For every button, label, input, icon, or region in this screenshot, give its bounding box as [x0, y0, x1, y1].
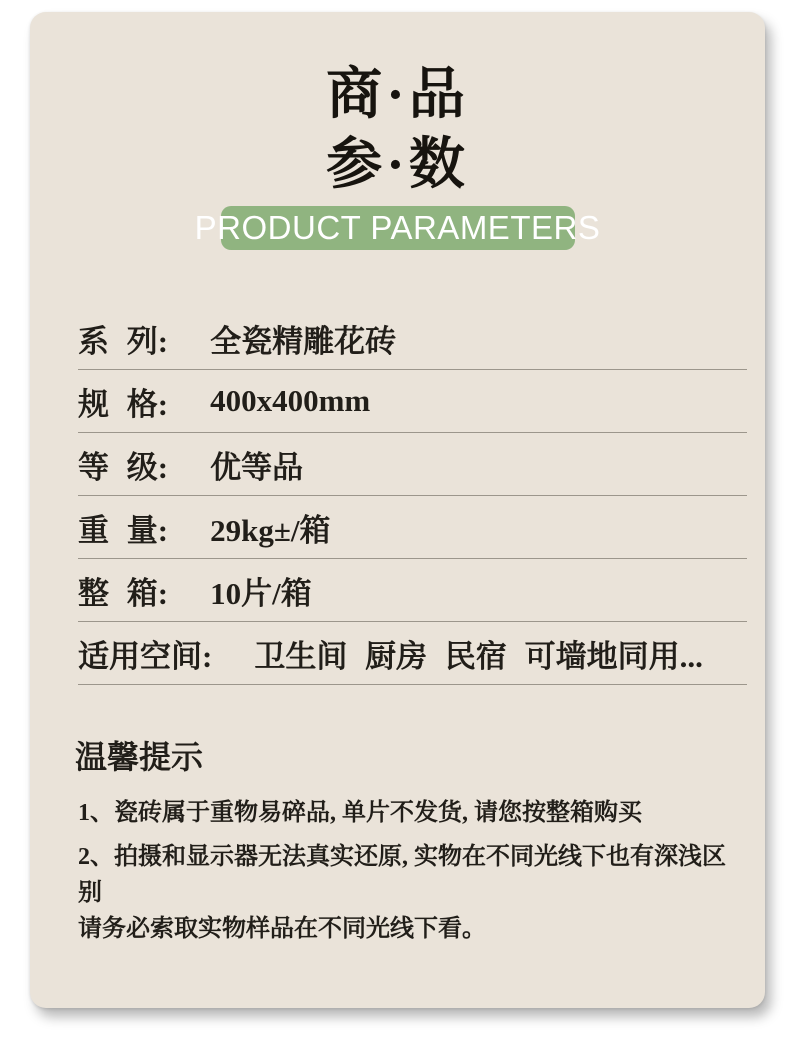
spec-table: [78, 307, 747, 685]
spec-row-grade: [78, 433, 747, 496]
product-parameters-banner: [194, 206, 601, 250]
spec-label: 规 格:: [78, 386, 169, 422]
warm-tips-heading: 温馨提示: [75, 739, 204, 775]
warm-tips-section: [75, 735, 735, 947]
spec-value: 10片/箱: [210, 575, 312, 611]
page-title-line-1: 商·品: [326, 64, 469, 126]
spec-value: 卫生间 厨房 民宿 可墙地同用...: [254, 638, 703, 674]
spec-value: 400x400mm: [210, 383, 371, 418]
spec-label: 等 级:: [78, 449, 169, 485]
spec-label: 重 量:: [78, 512, 169, 548]
warm-tip-2-continued: 请务必索取实物样品在不同光线下看。: [78, 916, 486, 942]
spec-label: 整 箱:: [78, 575, 169, 611]
product-parameters-card: [30, 12, 765, 1008]
spec-label: 系 列:: [78, 323, 169, 359]
page-title: [30, 60, 765, 200]
spec-row-application: [78, 622, 747, 685]
page-title-line-2: 参·数: [326, 134, 469, 196]
spec-value: 全瓷精雕花砖: [210, 323, 397, 359]
spec-row-weight: [78, 496, 747, 559]
banner-label: PRODUCT PARAMETERS: [194, 209, 601, 246]
spec-row-series: [78, 307, 747, 370]
warm-tip-1: 1、瓷砖属于重物易碎品, 单片不发货, 请您按整箱购买: [78, 800, 642, 826]
spec-label: 适用空间:: [78, 638, 213, 674]
spec-value: 优等品: [210, 449, 304, 485]
spec-value: 29kg±/箱: [210, 512, 331, 548]
spec-row-carton: [78, 559, 747, 622]
warm-tip-2: 2、拍摄和显示器无法真实还原, 实物在不同光线下也有深浅区别: [78, 844, 726, 906]
spec-row-size: [78, 370, 747, 433]
